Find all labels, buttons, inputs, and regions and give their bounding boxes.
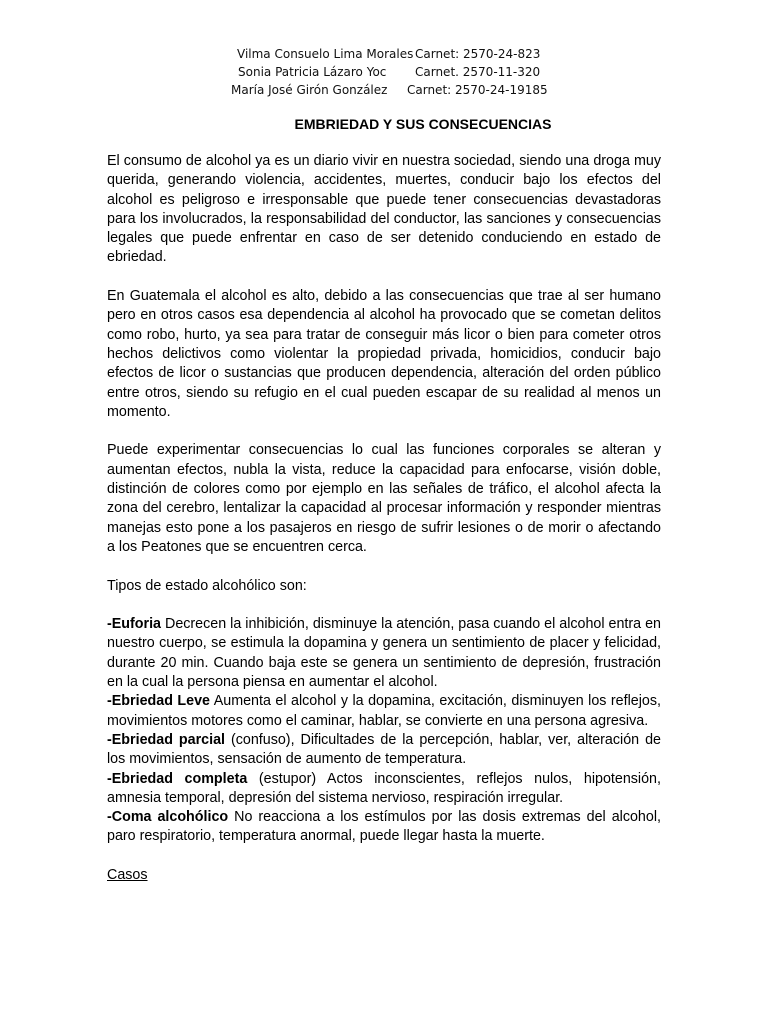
- stage-text: (confuso), Dificultades de la percepción, hablar, ver, alteración de los movimientos, sensación de aumento de temperatura.: [107, 731, 661, 768]
- author-carnet: Carnet: 2570-24-823: [415, 47, 541, 61]
- author-name: Vilma Consuelo Lima Morales: [237, 47, 414, 61]
- stage-term: -Ebriedad Leve: [107, 693, 211, 710]
- stage-term: -Coma alcohólico: [107, 809, 229, 826]
- paragraph-intro: El consumo de alcohol ya es un diario vivir en nuestra sociedad, siendo una droga muy querida, generando violencia, accidentes, muertes, conducir bajo los efectos del alcohol es peligroso e irresponsable que puede tener consecuencias devastadoras para los involucrados, la responsabilidad del conductor, las sanciones y consecuencias legales que puede enfrentar en caso de ser detenido conduciendo en estado de ebriedad.: [107, 153, 661, 266]
- paragraph-guatemala: En Guatemala el alcohol es alto, debido a las consecuencias que trae al ser humano pero en otros casos esa dependencia al alcohol ha provocado que se cometan delitos como robo, hurto, ya sea para tratar de conseguir más licor o bien para cometer otros hechos delictivos como violentar la propiedad privada, homicidios, conducir bajo efectos de licor o sustancias que producen dependencia, alteración del orden público entre otros, siendo su refugio en el cual pueden escapar de su realidad al menos un momento.: [107, 288, 661, 420]
- stage-term: -Ebriedad parcial: [107, 731, 225, 748]
- author-carnet: Carnet. 2570-11-320: [415, 65, 541, 79]
- stage-ebriedad-parcial: [107, 731, 661, 770]
- paragraph-types-intro: Tipos de estado alcohólico son:: [107, 577, 307, 594]
- author-carnet: Carnet: 2570-24-19185: [407, 83, 548, 97]
- stage-term: -Euforia: [107, 616, 162, 633]
- stage-text: Aumenta el alcohol y la dopamina, excitación, disminuyen los reflejos, movimientos motores como el caminar, hablar, se convierte en una persona agresiva.: [107, 693, 661, 729]
- stage-text: Decrecen la inhibición, disminuye la atención, pasa cuando el alcohol entra en nuestro cuerpo, se estimula la dopamina y genera un sentimiento de placer y felicidad, durante 20 min. Cuando baja este se genera un sentimiento de depresión, frustración en la cual la persona piensa en aumentar el alcohol.: [107, 616, 661, 691]
- paragraph-consequences: Puede experimentar consecuencias lo cual las funciones corporales se alteran y aumentan efectos, nubla la vista, reduce la capacidad para enfocarse, visión doble, distinción de colores como por ejemplo en las señales de tráfico, el alcohol afecta la zona del cerebro, lentalizar la capacidad al procesar información y responder mientras manejas esto pone a los pasajeros en riesgo de sufrir lesiones o de morir o afectando a los Peatones que se encuentren cerca.: [107, 442, 661, 555]
- stage-euforia: [107, 615, 661, 692]
- stage-text: (estupor) Actos inconscientes, reflejos nulos, hipotensión, amnesia temporal, depresión del sistema nervioso, respiración irregular.: [107, 770, 661, 806]
- stage-coma-alcoholico: [107, 808, 661, 847]
- stage-ebriedad-completa: [107, 770, 661, 809]
- author-row: [0, 63, 768, 81]
- author-row: [0, 45, 768, 63]
- stage-ebriedad-leve: [107, 692, 661, 731]
- stage-text: No reacciona a los estímulos por las dosis extremas del alcohol, paro respiratorio, temperatura anormal, puede llegar hasta la muerte.: [107, 809, 661, 845]
- document-title: EMBRIEDAD Y SUS CONSECUENCIAS: [294, 116, 552, 132]
- authors-block: [0, 45, 768, 99]
- stage-term: -Ebriedad completa: [107, 770, 248, 787]
- casos-heading-text: Casos: [107, 866, 148, 883]
- author-name: Sonia Patricia Lázaro Yoc: [238, 65, 387, 79]
- author-row: [0, 81, 768, 99]
- document-body: [107, 152, 661, 885]
- casos-heading: [107, 866, 661, 885]
- author-name: María José Girón González: [231, 83, 388, 97]
